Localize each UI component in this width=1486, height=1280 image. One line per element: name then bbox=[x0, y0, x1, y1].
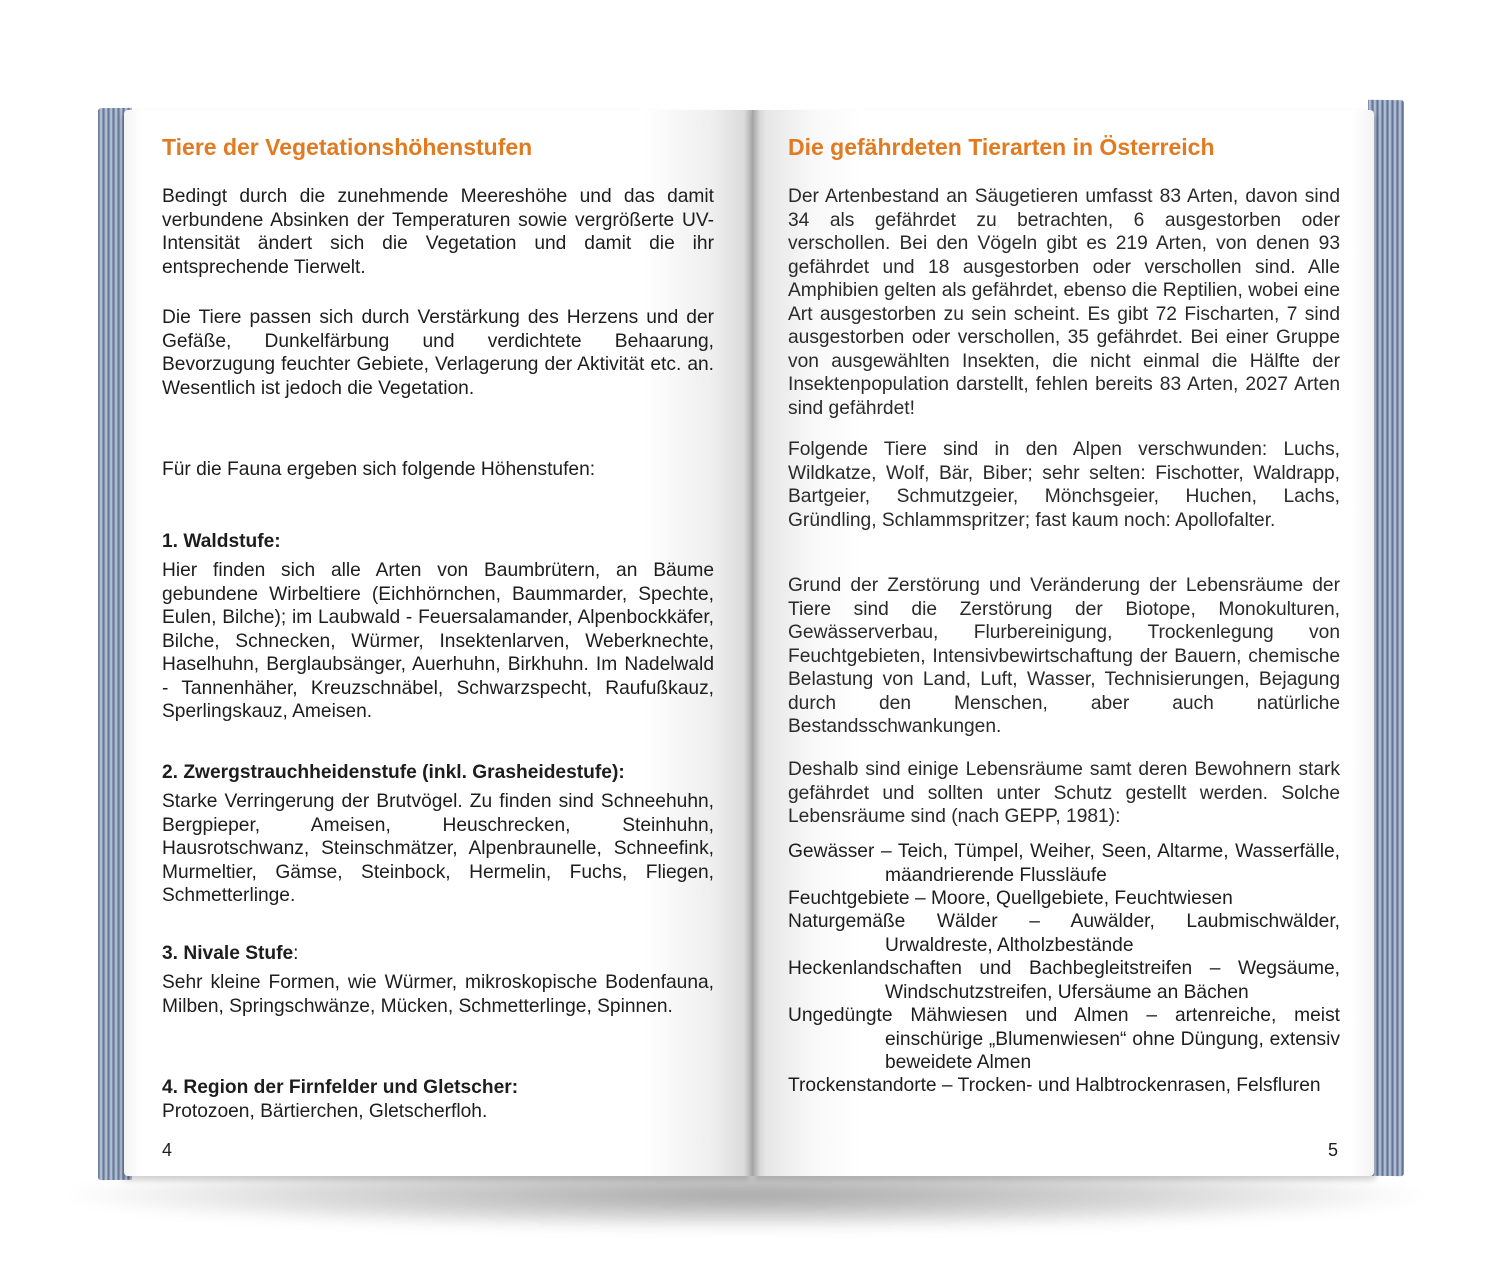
left-paragraph-1: Bedingt durch die zunehmende Meereshöhe und das damit verbundene Absinken der Temperaturen sowie vergrößerte UV-Intensität ändert sich die Vegetation und damit die ihr entsprechende Tierwelt. bbox=[162, 186, 714, 278]
section-3-colon: : bbox=[293, 943, 299, 964]
section-2-title: 2. Zwergstrauchheidenstufe (inkl. Grasheidestufe): bbox=[162, 762, 625, 783]
right-paragraph-2: Folgende Tiere sind in den Alpen verschwunden: Luchs, Wildkatze, Wolf, Bär, Biber; sehr selten: Fischotter, Waldrapp, Bartgeier, Schmutzgeier, Mönchsgeier, Huchen, Lachs, Gründling, Schlammspritzer; fast kaum noch: Apollofalter. bbox=[788, 439, 1340, 531]
left-page-number: 4 bbox=[162, 1140, 173, 1160]
habitat-list-item: Naturgemäße Wälder – Auwälder, Laubmischwälder, Urwaldreste, Altholzbestände bbox=[788, 911, 1340, 956]
habitat-list-item: Gewässer – Teich, Tümpel, Weiher, Seen, Altarme, Wasserfälle, mäandrierende Flussläufe bbox=[788, 841, 1340, 886]
section-4-title: 4. Region der Firnfelder und Gletscher: bbox=[162, 1077, 519, 1098]
left-page-heading: Tiere der Vegetationshöhenstufen bbox=[162, 134, 533, 160]
habitat-list-item: Trockenstandorte – Trocken- und Halbtrockenrasen, Felsfluren bbox=[788, 1075, 1321, 1096]
section-3-title-text: 3. Nivale Stufe bbox=[162, 943, 294, 964]
right-paragraph-3: Grund der Zerstörung und Veränderung der Lebensräume der Tiere sind die Zerstörung der Biotope, Monokulturen, Gewässerverbau, Flurbereinigung, Trockenlegung von Feuchtgebieten, Intensivbewirtschaftung der Bauern, chemische Belastung von Land, Luft, Wasser, Technisierungen, Bejagung durch den Menschen, aber auch natürliche Bestandsschwankungen. bbox=[788, 575, 1340, 737]
right-page-number: 5 bbox=[1328, 1140, 1339, 1160]
right-paragraph-4: Deshalb sind einige Lebensräume samt deren Bewohnern stark gefährdet und sollten unter Schutz gestellt werden. Solche Lebensräume sind (nach GEPP, 1981): bbox=[788, 759, 1340, 827]
habitat-list-item: Heckenlandschaften und Bachbegleitstreifen – Wegsäume, Windschutzstreifen, Ufersäume an Bächen bbox=[788, 958, 1340, 1003]
right-paragraph-1: Der Artenbestand an Säugetieren umfasst 83 Arten, davon sind 34 als gefährdet zu betrachten, 6 ausgestorben oder verschollen. Bei den Vögeln gibt es 219 Arten, von denen 93 gefährdet und 18 ausgestorben oder verschollen sind. Alle Amphibien gelten als gefährdet, ebenso die Reptilien, wobei eine Art ausgestorben zu sein scheint. Es gibt 72 Fischarten, 7 sind ausgestorben oder verschollen, 35 gefährdet. Bei einer Gruppe von ausgewählten Insekten, die nicht einmal die Hälfte der Insektenpopulation darstellt, fehlen bereits 83 Arten, 2027 Arten sind gefährdet! bbox=[788, 186, 1340, 419]
right-page-heading: Die gefährdeten Tierarten in Österreich bbox=[788, 134, 1215, 160]
section-3-text: Sehr kleine Formen, wie Würmer, mikroskopische Bodenfauna, Milben, Springschwänze, Mücken, Schmetterlinge, Spinnen. bbox=[162, 972, 714, 1017]
section-1-title: 1. Waldstufe: bbox=[162, 531, 281, 552]
habitat-list-item: Ungedüngte Mähwiesen und Almen – artenreiche, meist einschürige „Blumenwiesen“ ohne Düngung, extensiv beweidete Almen bbox=[788, 1005, 1340, 1073]
left-paragraph-3: Für die Fauna ergeben sich folgende Höhenstufen: bbox=[162, 459, 596, 480]
section-4-text: Protozoen, Bärtierchen, Gletscherfloh. bbox=[162, 1101, 488, 1122]
section-3-title bbox=[162, 942, 299, 966]
section-1-text: Hier finden sich alle Arten von Baumbrütern, an Bäume gebundene Wirbeltiere (Eichhörnchen, Baummarder, Spechte, Eulen, Bilche); im Laubwald - Feuersalamander, Alpenbockkäfer, Bilche, Schnecken, Würmer, Insektenlarven, Weberknechte, Haselhuhn, Berglaubsänger, Auerhuhn, Birkhuhn. Im Nadelwald - Tannenhäher, Kreuzschnäbel, Schwarzspecht, Raufußkauz, Sperlingskauz, Ameisen. bbox=[162, 560, 714, 722]
habitat-list-item: Feuchtgebiete – Moore, Quellgebiete, Feuchtwiesen bbox=[788, 888, 1233, 909]
left-paragraph-2: Die Tiere passen sich durch Verstärkung des Herzens und der Gefäße, Dunkelfärbung und verdichtete Behaarung, Bevorzugung feuchter Gebiete, Verlagerung der Aktivität etc. an. Wesentlich ist jedoch die Vegetation. bbox=[162, 307, 714, 399]
book-spine bbox=[744, 110, 760, 1176]
section-2-text: Starke Verringerung der Brutvögel. Zu finden sind Schneehuhn, Bergpieper, Ameisen, Heuschrecken, Steinhuhn, Hausrotschwanz, Steinschmätzer, Alpenbraunelle, Schneefink, Murmeltier, Gämse, Steinbock, Hermelin, Fuchs, Fliegen, Schmetterlinge. bbox=[162, 791, 714, 906]
